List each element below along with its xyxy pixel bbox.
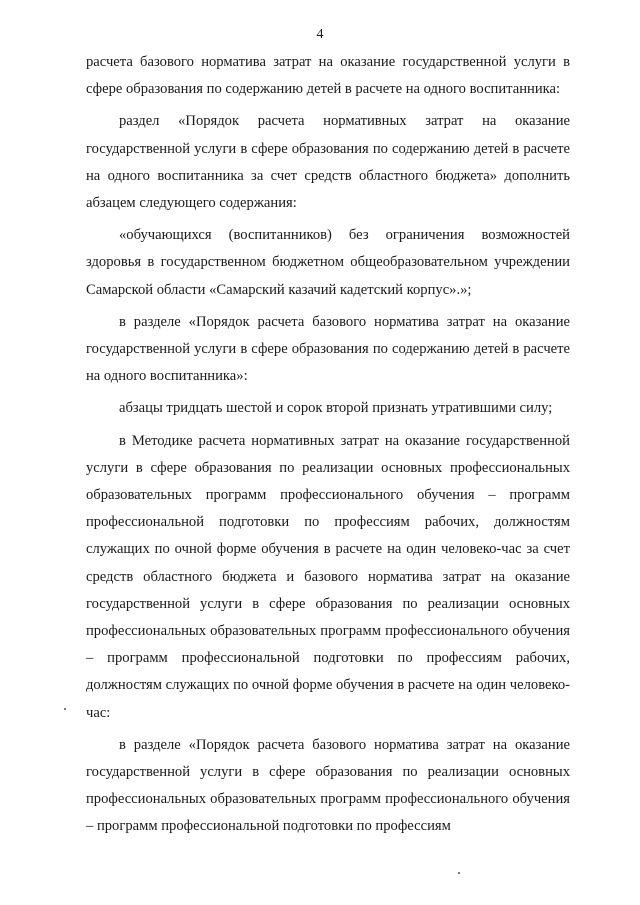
paragraph-2: раздел «Порядок расчета нормативных затрат на оказание государственной услуги в сфере образования по содержанию детей в расчете на одного воспитанника за счет средств областного бюджета» дополнить абзацем следующего содержания: — [86, 113, 570, 212]
paragraph-6: в Методике расчета нормативных затрат на оказание государственной услуги в сфере образования по реализации основных профессиональных образовательных программ профессионального обучения – программ профессиональной подготовки по профессиям рабочих, должностям служащих по очной форме обучения в расчете на один человеко-час за счет средств областного бюджета и базового норматива затрат на оказание государственной услуги в сфере образования по реализации основных профессиональных образовательных программ профессионального обучения – программ профессиональной подготовки по профессиям рабочих, должностям служащих по очной форме обучения в расчете на один человеко-час: — [86, 432, 570, 721]
scan-speck — [64, 708, 66, 710]
paragraph-4: в разделе «Порядок расчета базового норматива затрат на оказание государственной услуги в сфере образования по содержанию детей в расчете на одного воспитанника»: — [86, 313, 570, 385]
document-body — [86, 49, 570, 846]
paragraph-5: абзацы тридцать шестой и сорок второй признать утратившими силу; — [119, 400, 553, 417]
paragraph-3: «обучающихся (воспитанников) без ограничения возможностей здоровья в государственном бюджетном общеобразовательном учреждении Самарской области «Самарский казачий кадетский корпус».»; — [86, 227, 570, 298]
paragraph-7: в разделе «Порядок расчета базового норматива затрат на оказание государственной услуги в сфере образования по реализации основных профессиональных образовательных программ профессионального обучения – программ профессиональной подготовки по профессиям — [86, 736, 570, 835]
scan-speck — [458, 872, 460, 874]
page-number: 4 — [316, 27, 324, 42]
paragraph-1: расчета базового норматива затрат на оказание государственной услуги в сфере образования по содержанию детей в расчете на одного воспитанника: — [86, 54, 570, 98]
